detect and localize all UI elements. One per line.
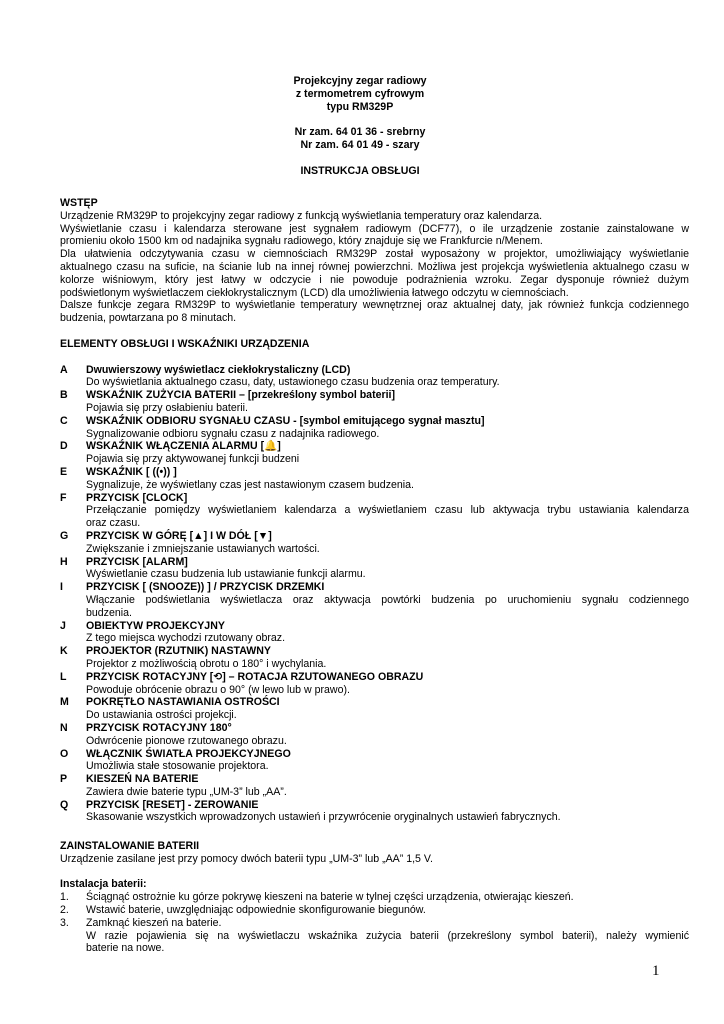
- step-text: Ściągnąć ostrożnie ku górze pokrywę kieszeni na baterie w tylnej części urządzenia, otwierając kieszeń.: [86, 891, 574, 904]
- element-item-b: [60, 389, 689, 402]
- steps-list: [60, 891, 689, 929]
- paragraph-line: Urządzenie RM329P to projekcyjny zegar radiowy z funkcją wyświetlania temperatury oraz kalendarza.: [60, 209, 543, 222]
- paragraph-line: Dla ułatwienia odczytywania czasu w ciemnościach RM329P został wyposażony w projektor, umożliwiający wyświetlanie: [60, 248, 689, 261]
- item-title: WSKAŹNIK WŁĄCZENIA ALARMU [🔔]: [86, 440, 281, 453]
- item-letter: F: [60, 491, 67, 504]
- element-item-c: [60, 415, 689, 428]
- item-description: Umożliwia stałe stosowanie projektora.: [86, 760, 269, 773]
- item-letter: A: [60, 363, 68, 376]
- paragraph-line: kolorze wiśniowym, który jest łatwy w odczycie i nie powoduje podrażnienia wzroku. Zegar dysponuje również dużym: [60, 273, 689, 286]
- item-title: PRZYCISK W GÓRĘ [▲] I W DÓŁ [▼]: [86, 529, 272, 542]
- element-item-h: [60, 556, 689, 569]
- paragraph-line: podświetlonym wyświetlaczem ciekłokrystalicznym (LCD) dla umożliwienia łatwego odczytu w ciemnościach.: [60, 286, 569, 299]
- item-title: PRZYCISK ROTACYJNY [⟲] – ROTACJA RZUTOWANEGO OBRAZU: [86, 670, 424, 683]
- paragraph-line: Wyświetlanie czasu i kalendarza sterowane jest sygnałem radiowym (DCF77), o ile urządzenie zostanie zainstalowane w: [60, 222, 689, 235]
- order-number-silver: Nr zam. 64 01 36 - srebrny: [294, 126, 426, 139]
- element-item-j: [60, 620, 689, 633]
- paragraph-line: budzenia, powtarzana po 8 minutach.: [60, 312, 237, 325]
- element-item-i: [60, 581, 689, 594]
- item-description: Zwiększanie i zmniejszanie ustawianych wartości.: [86, 542, 320, 555]
- item-description: Do ustawiania ostrości projekcji.: [86, 709, 237, 722]
- item-letter: G: [60, 529, 69, 542]
- section-heading: WSTĘP: [60, 197, 98, 209]
- title-line: Projekcyjny zegar radiowy: [293, 75, 427, 87]
- element-item-k: [60, 645, 689, 658]
- item-letter: N: [60, 721, 68, 734]
- item-title: WSKAŹNIK [ ((•)) ]: [86, 465, 177, 478]
- battery-section: [60, 840, 689, 955]
- paragraph-line: Dalsze funkcje zegara RM329P to wyświetlanie temperatury wewnętrznej oraz aktualnej daty, jak również funkcja codziennego: [60, 299, 689, 312]
- item-description: Sygnalizuje, że wyświetlany czas jest nastawionym czasem budzenia.: [86, 478, 414, 491]
- item-title: WSKAŹNIK ZUŻYCIA BATERII – [przekreślony symbol baterii]: [86, 389, 396, 402]
- item-description: Z tego miejsca wychodzi rzutowany obraz.: [86, 632, 286, 645]
- title-line: z termometrem cyfrowym: [295, 87, 425, 100]
- item-letter: C: [60, 414, 68, 427]
- paragraph-line: aktualnego czasu na suficie, na ścianie lub na innej równej powierzchni. Możliwa jest projekcja wyświetlenia aktualnego czasu w: [60, 260, 689, 273]
- document-title-block: [60, 75, 660, 177]
- item-description: Przełączanie pomiędzy wyświetlaniem kalendarza a wyświetlaniem czasu lub aktywacja trybu ustawiania kalendarza: [86, 504, 689, 517]
- element-item-p: [60, 773, 689, 786]
- element-item-m: [60, 696, 689, 709]
- item-description: Sygnalizowanie odbioru sygnału czasu z nadajnika radiowego.: [86, 427, 380, 440]
- item-description: budzenia.: [86, 606, 132, 619]
- element-item-o: [60, 748, 689, 761]
- subheading: Instalacja baterii:: [60, 878, 147, 891]
- manual-heading: INSTRUKCJA OBSŁUGI: [300, 164, 420, 177]
- elements-section: [60, 338, 689, 824]
- item-description: Do wyświetlania aktualnego czasu, daty, ustawionego czasu budzenia oraz temperatury.: [86, 376, 500, 389]
- page-number: 1: [652, 963, 660, 979]
- title-line: typu RM329P: [326, 100, 394, 113]
- item-title: Dwuwierszowy wyświetlacz ciekłokrystaliczny (LCD): [86, 363, 351, 376]
- install-step: [60, 904, 689, 917]
- element-item-n: [60, 722, 689, 735]
- item-title: KIESZEŃ NA BATERIE: [86, 773, 199, 786]
- item-description: Skasowanie wszystkich wprowadzonych ustawień i przywrócenie oryginalnych ustawień fabrycznych.: [86, 811, 561, 824]
- note-line: baterie na nowe.: [86, 942, 165, 955]
- item-description: Odwrócenie pionowe rzutowanego obrazu.: [86, 734, 287, 747]
- item-letter: H: [60, 555, 68, 568]
- item-title: POKRĘTŁO NASTAWIANIA OSTROŚCI: [86, 696, 280, 709]
- paragraph-line: Urządzenie zasilane jest przy pomocy dwóch baterii typu „UM-3” lub „AA” 1,5 V.: [60, 852, 433, 865]
- item-title: PRZYCISK [ALARM]: [86, 555, 188, 568]
- item-title: WSKAŹNIK ODBIORU SYGNAŁU CZASU - [symbol emitującego sygnał masztu]: [86, 414, 485, 427]
- install-step: [60, 917, 689, 930]
- item-letter: P: [60, 773, 68, 786]
- section-heading: ZAINSTALOWANIE BATERII: [60, 840, 200, 852]
- item-letter: L: [60, 670, 67, 683]
- step-text: Zamknąć kieszeń na baterie.: [86, 916, 222, 929]
- item-letter: M: [60, 696, 69, 709]
- item-description: Pojawia się przy osłabieniu baterii.: [86, 401, 248, 414]
- item-description: Wyświetlanie czasu budzenia lub ustawianie funkcji alarmu.: [86, 568, 366, 581]
- item-title: OBIEKTYW PROJEKCYJNY: [86, 619, 225, 632]
- install-step: [60, 891, 689, 904]
- element-item-q: [60, 799, 689, 812]
- item-letter: I: [60, 581, 63, 594]
- step-number: 2.: [60, 903, 69, 916]
- item-description: Zawiera dwie baterie typu „UM-3” lub „AA”.: [86, 785, 287, 798]
- item-title: PRZYCISK ROTACYJNY 180°: [86, 721, 232, 734]
- step-number: 3.: [60, 916, 69, 929]
- item-title: PRZYCISK [RESET] - ZEROWANIE: [86, 798, 259, 811]
- item-letter: Q: [60, 798, 69, 811]
- item-letter: B: [60, 389, 68, 402]
- note-line: W razie pojawienia się na wyświetlaczu wskaźnika zużycia baterii (przekreślony symbol baterii), należy wymienić: [86, 929, 689, 942]
- element-item-d: [60, 440, 689, 453]
- item-letter: K: [60, 645, 68, 658]
- intro-section: [60, 197, 689, 325]
- item-letter: D: [60, 440, 68, 453]
- item-description: Projektor z możliwością obrotu o 180° i wychylania.: [86, 657, 327, 670]
- element-item-a: [60, 364, 689, 377]
- item-description: Włączanie podświetlania wyświetlacza oraz aktywacja powtórki budzenia po uruchomieniu sygnału codziennego: [86, 593, 689, 606]
- item-title: PRZYCISK [CLOCK]: [86, 491, 188, 504]
- item-letter: O: [60, 747, 69, 760]
- step-text: Wstawić baterie, uwzględniając odpowiednie skonfigurowanie biegunów.: [86, 903, 426, 916]
- element-item-l: [60, 671, 689, 684]
- item-description: oraz czasu.: [86, 517, 141, 530]
- item-title: WŁĄCZNIK ŚWIATŁA PROJEKCYJNEGO: [86, 747, 291, 760]
- element-item-g: [60, 530, 689, 543]
- order-number-grey: Nr zam. 64 01 49 - szary: [300, 138, 420, 151]
- item-letter: E: [60, 465, 68, 478]
- elements-list: [60, 364, 689, 825]
- section-heading: ELEMENTY OBSŁUGI I WSKAŹNIKI URZĄDZENIA: [60, 338, 310, 350]
- item-description: Powoduje obrócenie obrazu o 90° (w lewo lub w prawo).: [86, 683, 350, 696]
- item-title: PROJEKTOR (RZUTNIK) NASTAWNY: [86, 645, 271, 658]
- paragraph-line: promieniu około 1500 km od nadajnika sygnału radiowego, który znajduje się we Frankfurcie n/Menem.: [60, 235, 543, 248]
- element-item-e: [60, 466, 689, 479]
- item-letter: J: [60, 619, 66, 632]
- element-item-f: [60, 492, 689, 505]
- item-description: Pojawia się przy aktywowanej funkcji budzeni: [86, 453, 300, 466]
- item-title: PRZYCISK [ (SNOOZE)) ] / PRZYCISK DRZEMKI: [86, 581, 325, 594]
- step-number: 1.: [60, 891, 69, 904]
